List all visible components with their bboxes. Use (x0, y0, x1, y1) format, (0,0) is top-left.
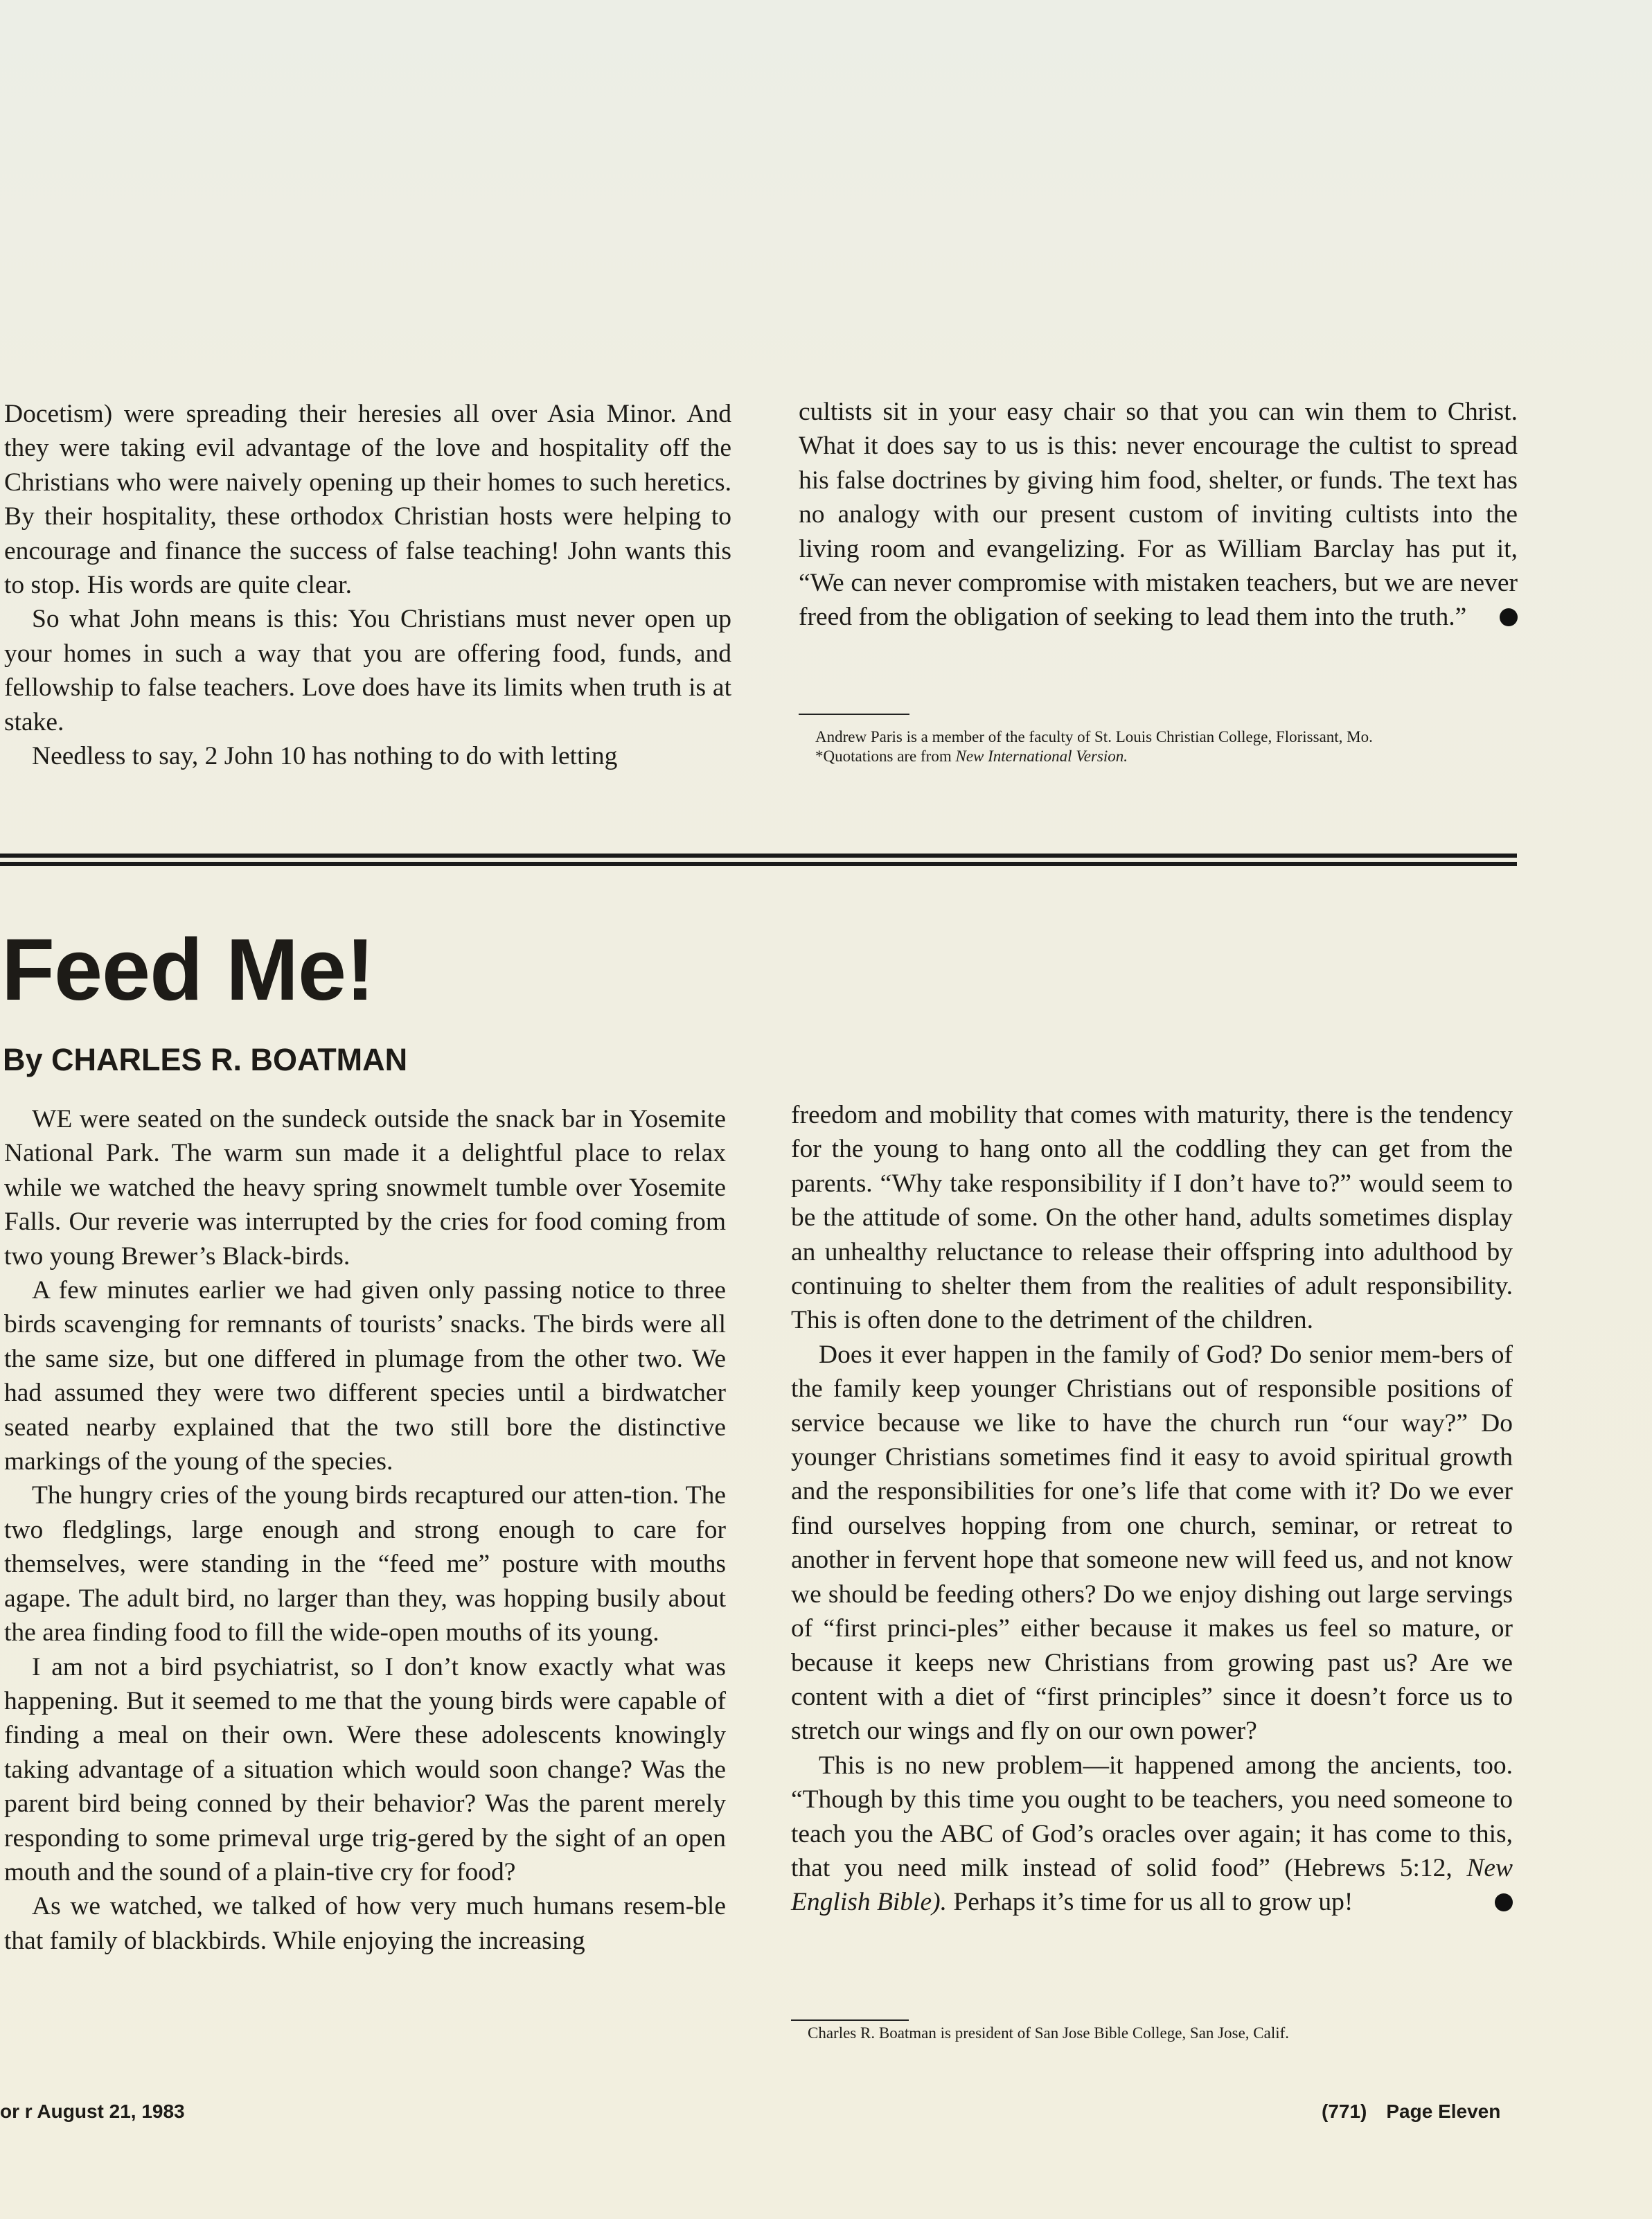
paragraph: WE were seated on the sundeck outside the snack bar in Yosemite National Park. The warm sun made it a delightful place to relax while we watched the heavy spring snowmelt tumble over Yosemite Falls. Our reverie was interrupted by the cries for food coming from two young Brewer’s Black-birds. (4, 1105, 726, 1271)
paragraph-text: This is no new problem—it happened among the ancients, too. “Though by this time you ought to be teachers, you need someone to teach you the ABC of God’s oracles over again; it has come to this, that you need milk instead of solid food” (Hebrews 5:12, (791, 1751, 1513, 1882)
bible-version: New English Bible). (791, 1853, 1513, 1917)
paragraph-end: Perhaps it’s time for us all to grow up! (946, 1888, 1353, 1917)
paragraph: freedom and mobility that comes with maturity, there is the tendency for the young to hang onto all the coddling they can get from the parents. “Why take responsibility if I don’t have to?” would seem to be the attitude of some. On the other hand, adults sometimes display an unhealthy reluctance to release their offspring into adulthood by continuing to shelter them from the realities of adult responsibility. This is often done to the detriment of the children. (791, 1101, 1513, 1335)
article-notes (791, 2019, 1511, 2043)
paragraph (799, 395, 1518, 635)
quotation-note (799, 747, 1519, 766)
paragraph (791, 1749, 1513, 1920)
paragraph: So what John means is this: You Christians must never open up your homes in such a way that you are offering food, funds, and fellowship to false teachers. Love does have its limits when truth is at stake. (4, 605, 731, 736)
footer-date: or r August 21, 1983 (0, 2101, 185, 2122)
previous-article-right-column (799, 395, 1518, 635)
quotation-note-version: New International Version. (955, 748, 1128, 765)
paragraph-text: cultists sit in your easy chair so that you can win them to Christ. What it does say to us is this: never encourage the cultist to spread his false doctrines by giving him food, shelter, or funds. The text has no analogy with our present custom of inviting cultists into the living room and evangelizing. For as William Barclay has put it, “We can never compromise with mistaken teachers, but we are never freed from the obligation of seeking to lead them into the truth.” (799, 398, 1518, 632)
author-note: Andrew Paris is a member of the faculty of St. Louis Christian College, Florissant, Mo. (815, 728, 1373, 745)
paragraph: Does it ever happen in the family of God? Do senior mem-bers of the family keep younger Christians out of responsible positions of service because we like to have the church run “our way?” Do younger Christians sometimes find it easy to avoid spiritual growth and the responsibilities for one’s life that come with it? Do we ever find ourselves hopping from one church, seminar, or retreat to another in fervent hope that someone new will feed us, and not know we should be feeding others? Do we enjoy dishing out large servings of “first princi-ples” either because it makes us feel so mature, or because it keeps new Christians from growing past us? Are we content with a diet of “first principles” since it doesn’t force us to stretch our wings and fly on our own power? (791, 1340, 1513, 1746)
quotation-note-prefix: *Quotations are from (815, 748, 956, 765)
article-title: Feed Me! (1, 921, 375, 1018)
paragraph: Docetism) were spreading their heresies all over Asia Minor. And they were taking evil advantage of the love and hospitality off the Christians who were naively opening up their homes to such heretics. By their hospitality, these orthodox Christian hosts were helping to encourage and finance the success of false teaching! John wants this to stop. His words are quite clear. (4, 400, 731, 600)
page-label: Page Eleven (1386, 2101, 1501, 2122)
previous-article-notes (799, 714, 1519, 766)
paragraph: Needless to say, 2 John 10 has nothing to do with letting (32, 742, 618, 771)
article-byline: By CHARLES R. BOATMAN (3, 1042, 408, 1077)
previous-article-left-column (4, 397, 731, 773)
note-rule (799, 714, 909, 715)
note-rule (791, 2019, 909, 2021)
footer-page-info (1322, 2099, 1500, 2124)
paragraph: I am not a bird psychiatrist, so I don’t know exactly what was happening. But it seemed to me that the young birds were capable of finding a meal on their own. Were these adolescents knowingly taking advantage of a situation which would soon change? Was the parent bird being conned by their behavior? Was the parent merely responding to some primeval urge trig-gered by the sight of an open mouth and the sound of a plain-tive cry for food? (4, 1652, 726, 1886)
paragraph: The hungry cries of the young birds recaptured our atten-tion. The two fledglings, large enough and strong enough to care for themselves, were standing in the “feed me” posture with mouths agape. The adult bird, no larger than they, was hopping busily about the area finding food to fill the wide-open mouths of its young. (4, 1481, 726, 1647)
paragraph: As we watched, we talked of how very much humans resem-ble that family of blackbirds. While enjoying the increasing (4, 1892, 726, 1955)
author-note: Charles R. Boatman is president of San Jose Bible College, San Jose, Calif. (808, 2024, 1290, 2042)
paragraph: A few minutes earlier we had given only passing notice to three birds scavenging for remnants of tourists’ snacks. The birds were all the same size, but one differed in plumage from the other two. We had assumed they were two different species until a birdwatcher seated nearby explained that the two still bore the distinctive markings of the young of the species. (4, 1276, 726, 1476)
section-divider (0, 854, 1517, 866)
article-left-column (4, 1102, 726, 1958)
end-of-article-bullet (1500, 608, 1518, 626)
article-right-column (791, 1098, 1513, 1920)
end-of-article-bullet (1495, 1893, 1513, 1911)
issue-number: (771) (1322, 2101, 1367, 2122)
